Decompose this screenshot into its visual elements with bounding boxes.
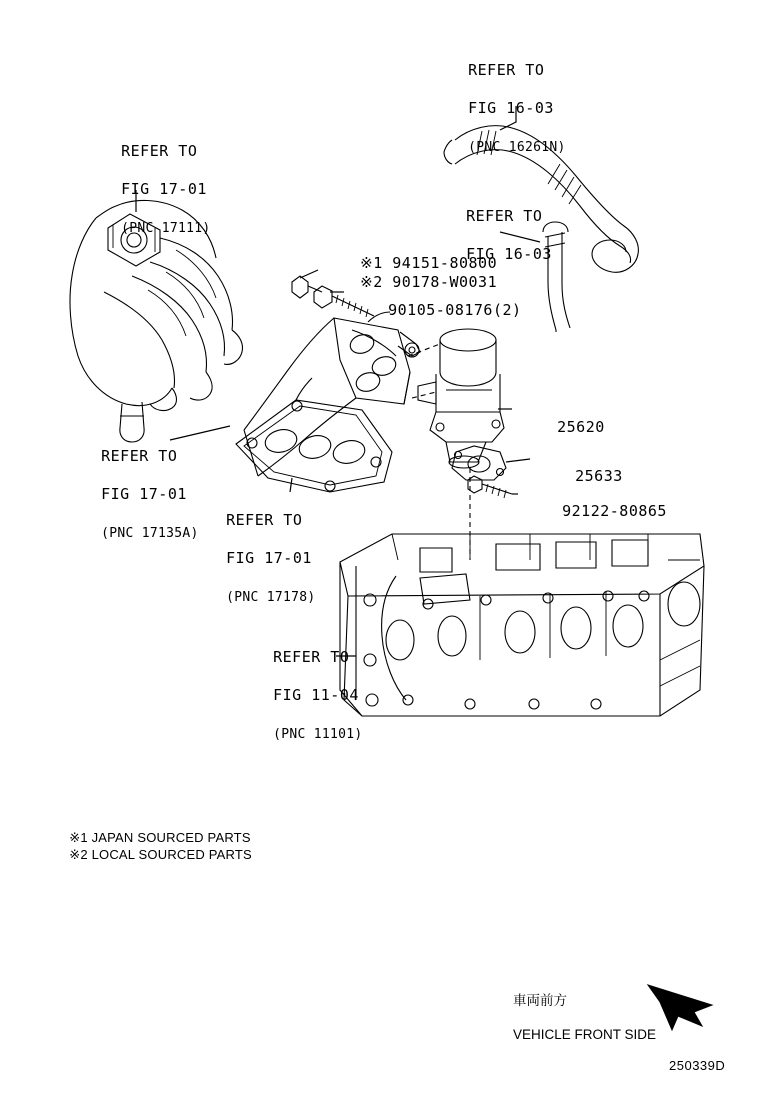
ref-line-3: (PNC 17111) [121, 221, 211, 236]
cylinder-head-artwork [340, 534, 704, 716]
footnote-japan-sourced: ※1 JAPAN SOURCED PARTS [69, 830, 251, 845]
ref-line-2: FIG 17-01 [121, 180, 207, 198]
part-94151: ※1 94151-80800 [360, 254, 498, 272]
ref-line-2: FIG 16-03 [466, 245, 552, 263]
ref-line-3: (PNC 16261N) [468, 140, 566, 155]
vehicle-front-arrow [648, 985, 712, 1030]
part-25633: 25633 [575, 467, 623, 485]
egr-valve-artwork [418, 329, 504, 468]
ref-line-2: FIG 17-01 [226, 549, 312, 567]
ref-16-03-top [430, 42, 566, 176]
exhaust-manifold-artwork [236, 312, 420, 492]
part-25620: 25620 [557, 418, 605, 436]
ref-line-1: REFER TO [468, 61, 545, 79]
ref-17-01-gasket [63, 428, 199, 562]
ref-line-2: FIG 16-03 [468, 99, 554, 117]
front-side-en: VEHICLE FRONT SIDE [513, 1027, 657, 1042]
footnote-local-sourced: ※2 LOCAL SOURCED PARTS [69, 847, 252, 862]
front-side-jp: 車両前方 [513, 993, 568, 1008]
diagram-code: 250339D [669, 1058, 726, 1073]
ref-line-2: FIG 11-04 [273, 686, 359, 704]
ref-line-1: REFER TO [226, 511, 303, 529]
ref-line-3: (PNC 17178) [226, 590, 316, 605]
ref-line-3: (PNC 17135A) [101, 526, 199, 541]
ref-17-01-manifold [188, 492, 316, 626]
vehicle-front-side-note [498, 975, 656, 1060]
ref-line-1: REFER TO [121, 142, 198, 160]
part-92122: 92122-80865 [562, 502, 667, 520]
ref-11-04-head [235, 629, 363, 763]
ref-line-1: REFER TO [466, 207, 543, 225]
ref-line-2: FIG 17-01 [101, 485, 187, 503]
egr-bolt-artwork [468, 476, 512, 498]
ref-line-3: (PNC 11101) [273, 727, 363, 742]
ref-17-01-intake [83, 123, 211, 257]
ref-line-1: REFER TO [101, 447, 178, 465]
part-90105: 90105-08176(2) [388, 301, 522, 319]
ref-line-1: REFER TO [273, 648, 350, 666]
part-90178: ※2 90178-W0031 [360, 273, 498, 291]
